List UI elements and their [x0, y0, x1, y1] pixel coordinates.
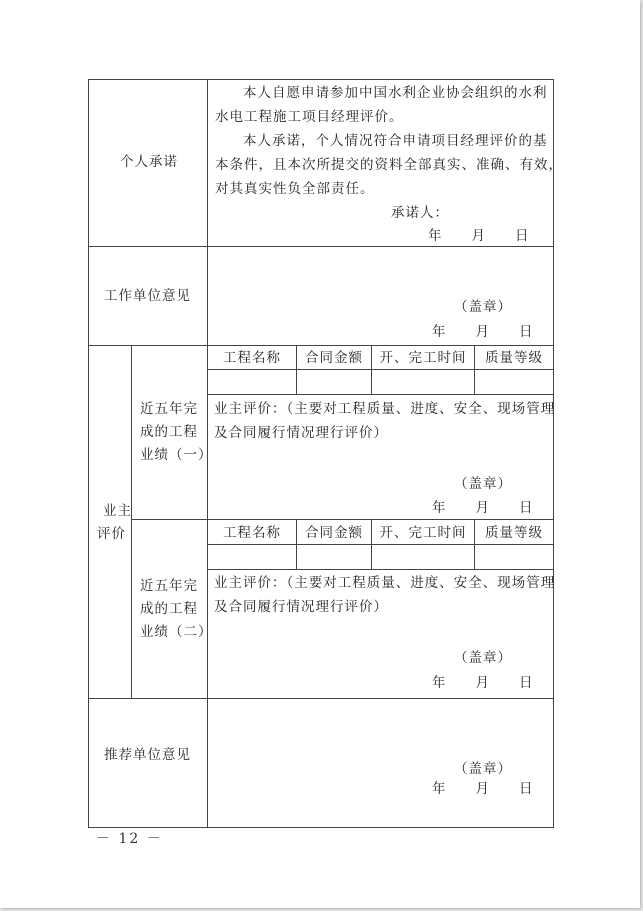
- p1-col-quality: 质量等级: [485, 350, 543, 366]
- employer-opinion-date: 年 月 日: [432, 324, 534, 340]
- p1-eval-line2: 及合同履行情况理行评价）: [214, 425, 388, 441]
- p1-data-bottom: [207, 394, 554, 395]
- commitment-date: 年 月 日: [428, 228, 530, 244]
- project2-label: [140, 575, 213, 644]
- project1-label-line1: 近五年完: [140, 401, 198, 417]
- owner-eval-label-line2: 评价: [97, 526, 126, 542]
- p2-col-contract-amount: 合同金额: [305, 525, 363, 541]
- row-divider-1: [88, 246, 554, 247]
- project1-label-line2: 成的工程: [140, 424, 198, 440]
- project2-label-line3: 业绩（二）: [140, 624, 213, 640]
- p2-col-start-end: 开、完工时间: [379, 525, 467, 541]
- commitment-para1-line2: 水电工程施工项目经理评价。: [215, 109, 404, 125]
- commitment-para2-line1: 本人承诺，个人情况符合申请项目经理评价的基: [243, 133, 548, 149]
- commitment-para2-line3: 对其真实性负全部责任。: [215, 181, 375, 197]
- p1-seal: （盖章）: [454, 476, 512, 492]
- p1-col-contract-amount: 合同金额: [305, 350, 363, 366]
- p2-header-bottom: [207, 544, 554, 545]
- p2-eval-line2: 及合同履行情况理行评价）: [214, 599, 388, 615]
- p2-data-bottom: [207, 569, 554, 570]
- p2-col-project-name: 工程名称: [223, 525, 281, 541]
- p2-seal: （盖章）: [454, 650, 512, 666]
- table-border-right: [553, 79, 554, 827]
- employer-opinion-seal: （盖章）: [454, 299, 512, 315]
- project2-label-line1: 近五年完: [140, 578, 198, 594]
- recommender-opinion-date: 年 月 日: [432, 781, 534, 797]
- owner-eval-label-line1: 业主: [103, 503, 132, 519]
- p2-eval-line1: 业主评价：（主要对工程质量、进度、安全、现场管理: [214, 575, 556, 591]
- owner-eval-label: [97, 500, 132, 546]
- employer-opinion-label: 工作单位意见: [104, 288, 191, 304]
- p1-col-project-name: 工程名称: [223, 350, 281, 366]
- table-border-left: [88, 79, 89, 827]
- row-divider-2: [88, 345, 554, 346]
- project2-label-line2: 成的工程: [140, 601, 198, 617]
- commitment-para1-line1: 本人自愿申请参加中国水利企业协会组织的水利: [243, 85, 548, 101]
- commitment-para2-line2: 本条件，且本次所提交的资料全部真实、准确、有效，: [215, 157, 563, 173]
- row-divider-3: [131, 519, 554, 520]
- p2-date: 年 月 日: [432, 675, 534, 691]
- recommender-opinion-label: 推荐单位意见: [104, 747, 191, 763]
- commitment-signer: 承诺人：: [391, 205, 449, 221]
- recommender-opinion-seal: （盖章）: [454, 761, 512, 777]
- commitment-label: 个人承诺: [120, 154, 178, 170]
- p1-header-bottom: [207, 369, 554, 370]
- row-divider-4: [88, 698, 554, 699]
- page-number: － 12 －: [96, 831, 163, 847]
- project1-label-line3: 业绩（一）: [140, 447, 213, 463]
- p1-eval-line1: 业主评价：（主要对工程质量、进度、安全、现场管理: [214, 401, 556, 417]
- p1-date: 年 月 日: [432, 500, 534, 516]
- p1-col-start-end: 开、完工时间: [379, 350, 467, 366]
- p2-col-quality: 质量等级: [485, 525, 543, 541]
- table-border-top: [88, 79, 554, 80]
- project1-label: [140, 398, 213, 467]
